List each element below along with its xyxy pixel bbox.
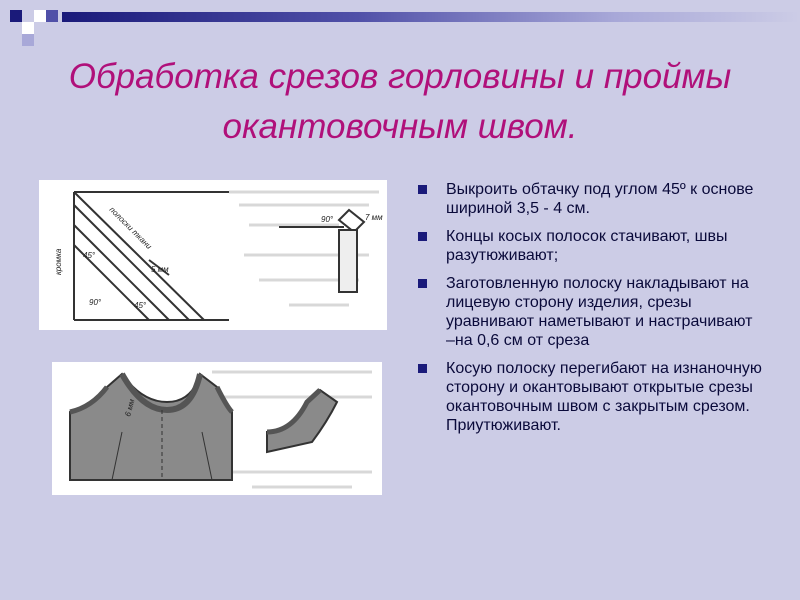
list-item [418, 274, 763, 350]
label-angle-90-right: 90° [321, 215, 334, 224]
square-bullet-icon [418, 279, 427, 288]
deco-square-5 [22, 34, 34, 46]
label-7mm: 7 мм [365, 213, 383, 222]
instruction-list [418, 180, 763, 444]
deco-gradient-bar [62, 12, 800, 22]
list-item-text: Заготовленную полоску накладывают на лицевую сторону изделия, срезы уравнивают наметывают и настрачивают –на 0,6 см от среза [446, 275, 753, 349]
deco-square-1 [10, 10, 22, 22]
deco-square-4 [46, 10, 58, 22]
list-item [418, 359, 763, 435]
bias-strip-diagram [39, 180, 387, 330]
label-5mm: 5 мм [151, 265, 169, 274]
deco-square-2 [22, 22, 34, 34]
bias-strip-drawing [39, 180, 387, 330]
square-bullet-icon [418, 232, 427, 241]
square-bullet-icon [418, 185, 427, 194]
square-bullet-icon [418, 364, 427, 373]
slide-title: Обработка срезов горловины и проймы окантовочным швом. [68, 57, 732, 146]
label-strips: полоски ткани [107, 205, 154, 251]
label-angle-45-bottom: 45° [134, 301, 147, 310]
list-item-text: Выкроить обтачку под углом 45º к основе шириной 3,5 - 4 см. [446, 181, 754, 217]
list-item-text: Концы косых полосок стачивают, швы разутюживают; [446, 228, 728, 264]
deco-square-3 [34, 10, 46, 22]
label-angle-45-top: 45° [83, 251, 96, 260]
label-6mm: 6 мм [123, 398, 137, 418]
bodice-binding-illustration [52, 362, 382, 495]
label-angle-90: 90° [89, 298, 102, 307]
label-kromka: кромка [54, 248, 63, 275]
bodice-drawing [52, 362, 382, 495]
list-item [418, 180, 763, 218]
list-item [418, 227, 763, 265]
list-item-text: Косую полоску перегибают на изнаночную сторону и окантовывают открытые срезы окантовочным швом с закрытым срезом. Приутюживают. [446, 360, 762, 434]
top-decoration [0, 0, 800, 40]
